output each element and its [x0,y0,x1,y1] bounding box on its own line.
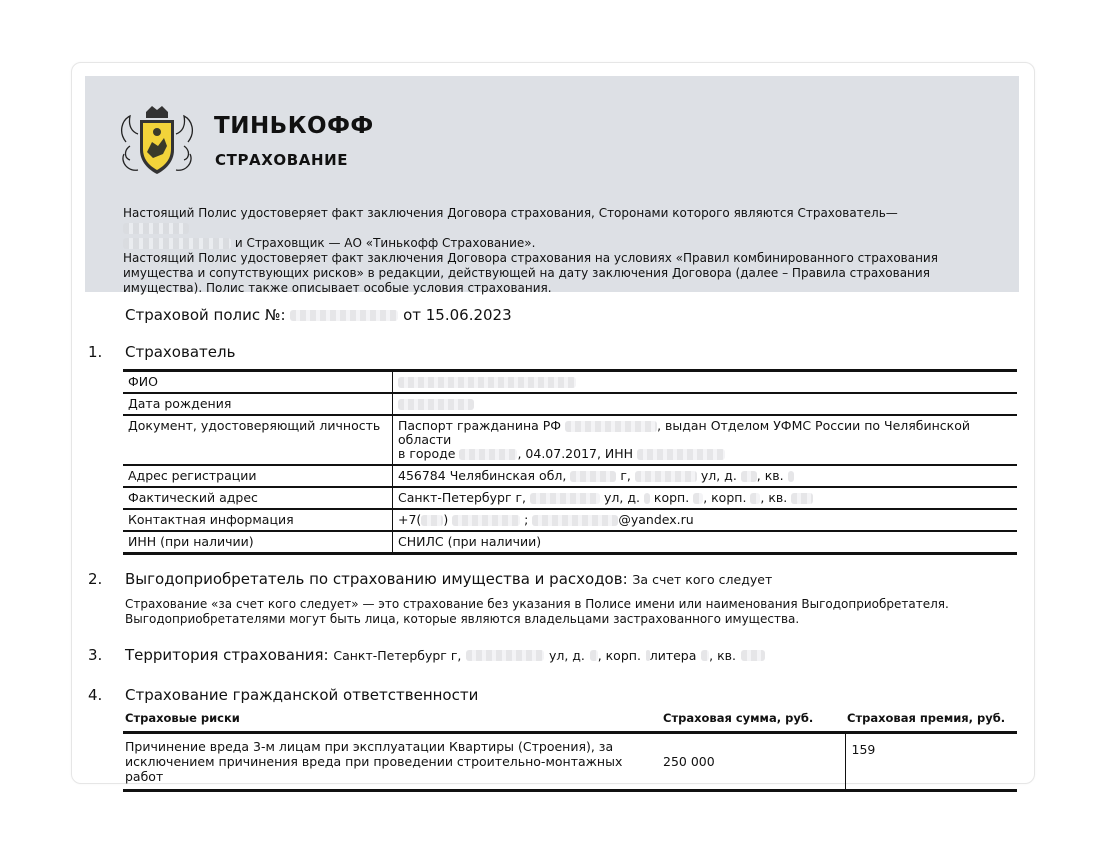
beneficiary-note [125,597,985,627]
redacted-fact-street [530,493,600,504]
table-row [123,531,1017,554]
doc-type: Паспорт гражданина РФ [398,418,562,433]
fact-value [393,487,1018,509]
redacted-reg-city [570,471,616,482]
reg-label: Адрес регистрации [123,465,393,487]
reg-g: г, [620,468,631,483]
section-2-title-text: Выгодоприобретатель по страхованию имущества и расходов: [125,570,628,588]
policy-number-label: Страховой полис №: [125,306,286,324]
doc-date-inn: , 04.07.2017, ИНН [517,446,634,461]
inn-label: ИНН (при наличии) [123,531,393,554]
table-row [123,393,1017,415]
snils-label: СНИЛС (при наличии) [393,531,1018,554]
risk-description: Причинение вреда 3-м лицам при эксплуатации Квартиры (Строения), за исключением причинения вреда при проведении строительно-монтажных работ [123,733,661,791]
intro-line1-end: и Страховщик — АО «Тинькофф Страхование». [234,236,536,250]
contact-label: Контактная информация [123,509,393,531]
dob-label: Дата рождения [123,393,393,415]
territory-ul: ул, д. [548,648,585,663]
redacted-fact-house [644,493,650,504]
intro-line1-start: Настоящий Полис удостоверяет факт заключения Договора страхования, Сторонами которого являются Страхователь— [123,206,898,220]
table-header-row [123,709,1017,733]
redacted-insured-name-2 [123,238,231,249]
territory-korp: , корп. [597,648,641,663]
beneficiary-note-line2: Выгодоприобретателями могут быть лица, которые являются владельцами застрахованного имущества. [125,612,800,626]
redacted-reg-flat [788,471,794,482]
redacted-reg-house [741,471,757,482]
section-1-title: Страхователь [125,343,236,361]
doc-issuer: , выдан Отделом УФМС России по Челябинской области [398,418,970,447]
fact-label: Фактический адрес [123,487,393,509]
fact-korp2: , корп. [703,490,747,505]
table-row [123,465,1017,487]
table-row [123,487,1017,509]
section-4-title: Страхование гражданской ответственности [125,686,479,704]
redacted-email-user [532,515,618,526]
fio-value [393,371,1018,394]
insured-table [123,369,1017,555]
redacted-reg-street [635,471,697,482]
beneficiary-note-line1: Страхование «за счет кого следует» — это страхование без указания в Полисе имени или наименования Выгодоприобретателя. [125,597,949,611]
section-3-title [125,646,765,664]
redacted-passport-number [565,421,657,432]
fact-city: Санкт-Петербург г, [398,490,527,505]
section-1-number: 1. [88,343,103,361]
redacted-fact-korp1 [693,493,703,504]
doc-value [393,415,1018,465]
beneficiary-value: За счет кого следует [632,572,773,587]
territory-litera: литера [649,648,697,663]
brand-name: ТИНЬКОФФ [214,113,374,139]
dob-value [393,393,1018,415]
intro-text [123,206,963,296]
header-sum: Страховая сумма, руб. [661,709,845,733]
section-2-title [125,570,772,588]
risk-premium: 159 [845,733,1017,791]
header-risks: Страховые риски [123,709,661,733]
table-row [123,371,1017,394]
contact-value [393,509,1018,531]
contact-sep: ; [524,512,529,527]
reg-kv: , кв. [756,468,784,483]
redacted-territory-flat [741,650,765,661]
table-row [123,733,1017,791]
risk-sum: 250 000 [661,733,845,791]
contact-email-domain: @yandex.ru [618,512,694,527]
section-3-number: 3. [88,646,103,664]
section-4-number: 4. [88,686,103,704]
section-2-number: 2. [88,570,103,588]
redacted-fact-korp2 [750,493,760,504]
redacted-fact-flat [791,493,813,504]
header-premium: Страховая премия, руб. [845,709,1017,733]
fact-korp1: корп. [653,490,690,505]
redacted-territory-litera [701,650,709,661]
policy-line [125,306,512,324]
brand-subtitle: СТРАХОВАНИЕ [215,151,349,169]
section-3-title-text: Территория страхования: [125,646,329,664]
tinkoff-coat-of-arms-icon [116,102,198,178]
redacted-policy-number [290,310,398,321]
redacted-territory-korp [646,650,650,661]
fact-kv: , кв. [760,490,788,505]
intro-paragraph2: Настоящий Полис удостоверяет факт заключения Договора страхования на условиях «Правил комбинированного страхования имущества и сопутствующих рисков» в редакции, действующей на дату заключения Договора (далее – Правила страхования имущества). Полис также описывает особые условия страхования. [123,251,938,295]
contact-plus: +7( [398,512,422,527]
territory-city: Санкт-Петербург г, [333,648,462,663]
contact-close: ) [443,512,449,527]
policy-date: от 15.06.2023 [403,306,512,324]
redacted-territory-street [466,650,544,661]
redacted-phone [452,515,520,526]
reg-ul: ул, д. [700,468,737,483]
territory-kv: , кв. [709,648,737,663]
redacted-territory-house [590,650,598,661]
reg-region: 456784 Челябинская обл, [398,468,567,483]
redacted-fio [398,377,576,388]
redacted-city [459,449,517,460]
liability-table [123,709,1017,792]
redacted-inn [637,449,725,460]
redacted-phone-code [421,515,443,526]
doc-city-label: в городе [398,446,456,461]
fio-label: ФИО [123,371,393,394]
redacted-insured-name [123,223,189,234]
table-row [123,415,1017,465]
reg-value [393,465,1018,487]
fact-ul: ул, д. [604,490,640,505]
redacted-dob [398,399,474,410]
table-row [123,509,1017,531]
doc-label: Документ, удостоверяющий личность [123,415,393,465]
